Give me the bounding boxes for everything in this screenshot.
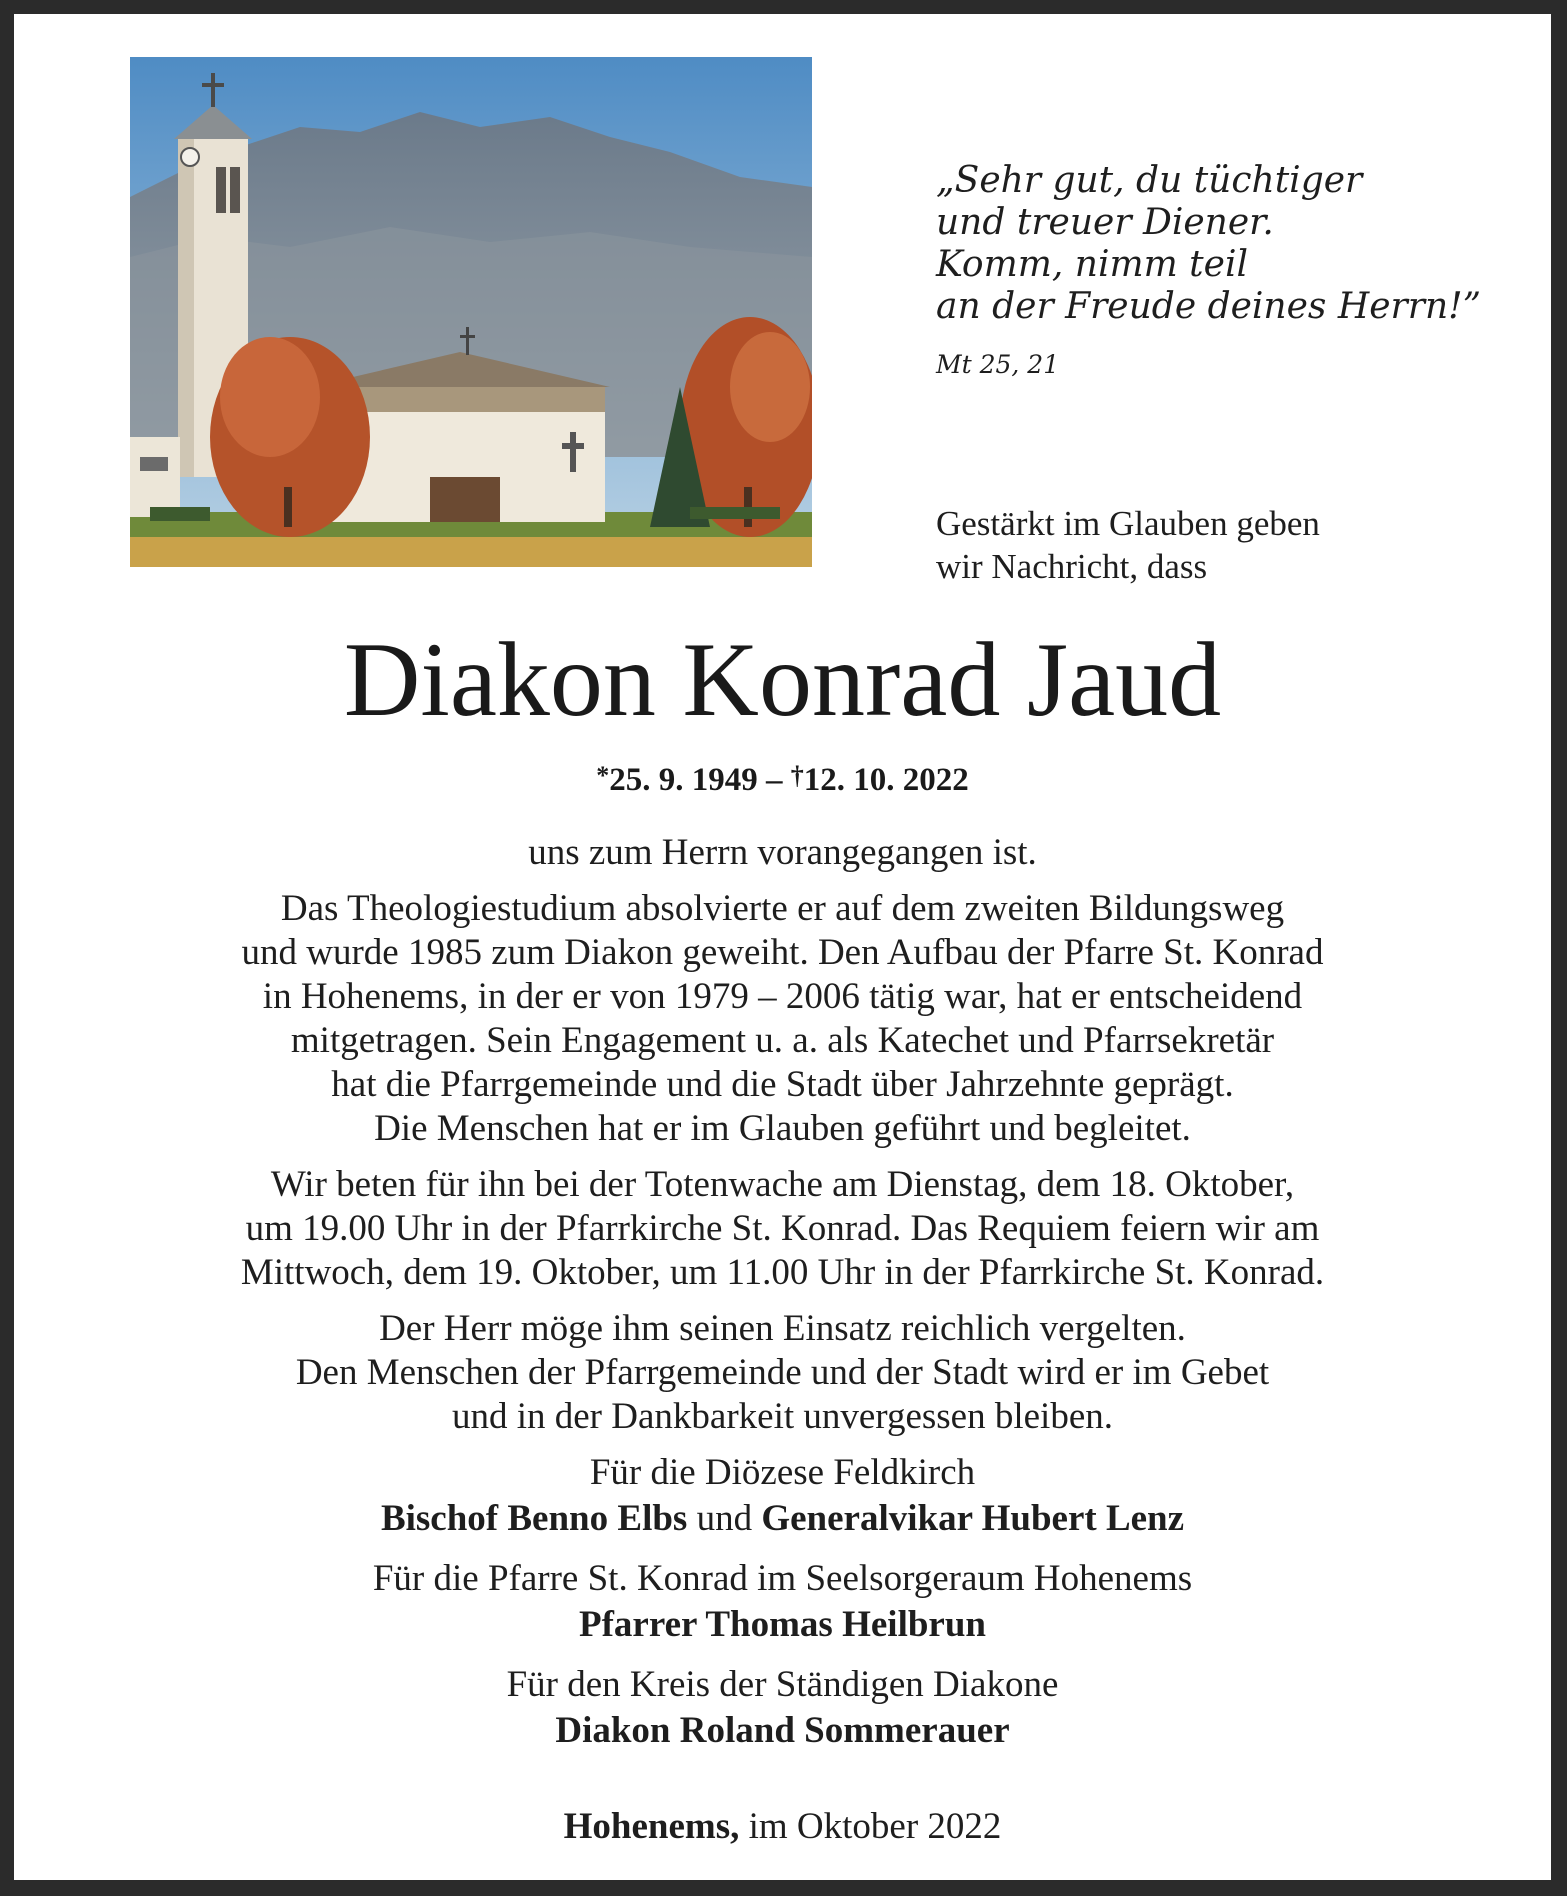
church-photo	[130, 57, 812, 567]
birth-date: 25. 9. 1949	[609, 762, 758, 798]
intro-line: wir Nachricht, dass	[936, 547, 1208, 586]
paragraph-services	[14, 1163, 1551, 1295]
vicar-name: Generalvikar Hubert Lenz	[761, 1498, 1185, 1539]
body-line: mitgetragen. Sein Engagement u. a. als Katechet und Pfarrsekretär	[290, 1020, 1275, 1061]
quote-line: „Sehr gut, du tüchtiger	[936, 160, 1363, 201]
body-line: Das Theologiestudium absolvierte er auf dem zweiten Bildungsweg	[280, 888, 1285, 929]
quote-line: an der Freude deines Herrn!”	[936, 286, 1482, 327]
death-date: 12. 10. 2022	[803, 762, 969, 798]
deceased-name: Diakon Konrad Jaud	[343, 621, 1222, 738]
body-line: um 19.00 Uhr in der Pfarrkirche St. Konrad. Das Requiem feiern wir am	[245, 1208, 1320, 1249]
body-line: Die Menschen hat er im Glauben geführt und begleitet.	[374, 1108, 1191, 1149]
body-line: Der Herr möge ihm seinen Einsatz reichlich vergelten.	[379, 1308, 1186, 1349]
and-word: und	[696, 1498, 753, 1539]
body-line: in Hohenems, in der er von 1979 – 2006 tätig war, hat er entscheidend	[262, 976, 1303, 1017]
deacon-name-text: Diakon Roland Sommerauer	[555, 1710, 1010, 1751]
quote-reference: Mt 25, 21	[936, 350, 1060, 379]
place-date	[14, 1804, 1551, 1850]
body-line: Wir beten für ihn bei der Totenwache am Dienstag, dem 18. Oktober,	[270, 1164, 1295, 1205]
church-photo-illustration	[130, 57, 812, 567]
obituary-sheet	[14, 14, 1551, 1880]
parish-label: Für die Pfarre St. Konrad im Seelsorgeraum Hohenems	[372, 1558, 1193, 1599]
life-dates	[14, 756, 1551, 800]
intro-text	[936, 502, 1496, 588]
quote-line: Komm, nimm teil	[936, 244, 1248, 285]
deacons-label: Für den Kreis der Ständigen Diakone	[506, 1664, 1059, 1705]
bishop-name: Bischof Benno Elbs	[380, 1498, 688, 1539]
paragraph-intro-close	[14, 831, 1551, 875]
bible-quote	[936, 160, 1496, 386]
diocese-signers	[14, 1496, 1551, 1542]
pastor-name	[14, 1602, 1551, 1648]
obituary-body	[14, 831, 1551, 1451]
body-line: Mittwoch, dem 19. Oktober, um 11.00 Uhr in der Pfarrkirche St. Konrad.	[240, 1252, 1325, 1293]
body-line: uns zum Herrn vorangegangen ist.	[528, 832, 1037, 873]
publish-date: im Oktober 2022	[748, 1806, 1002, 1847]
date-separator: –	[766, 762, 783, 798]
intro-line: Gestärkt im Glauben geben	[936, 504, 1320, 543]
quote-line: und treuer Diener.	[936, 202, 1274, 243]
signatures	[14, 1450, 1551, 1754]
diocese-label: Für die Diözese Feldkirch	[589, 1452, 976, 1493]
paragraph-biography	[14, 887, 1551, 1151]
body-line: und in der Dankbarkeit unvergessen bleiben.	[451, 1396, 1113, 1437]
paragraph-closing	[14, 1307, 1551, 1439]
place-name: Hohenems,	[563, 1806, 740, 1847]
pastor-name-text: Pfarrer Thomas Heilbrun	[579, 1604, 986, 1645]
deacon-name	[14, 1708, 1551, 1754]
body-line: hat die Pfarrgemeinde und die Stadt über Jahrzehnte geprägt.	[331, 1064, 1234, 1105]
birth-symbol: *	[596, 761, 610, 790]
body-line: Den Menschen der Pfarrgemeinde und der Stadt wird er im Gebet	[295, 1352, 1270, 1393]
body-line: und wurde 1985 zum Diakon geweiht. Den Aufbau der Pfarre St. Konrad	[241, 932, 1324, 973]
death-symbol: †	[790, 761, 804, 790]
